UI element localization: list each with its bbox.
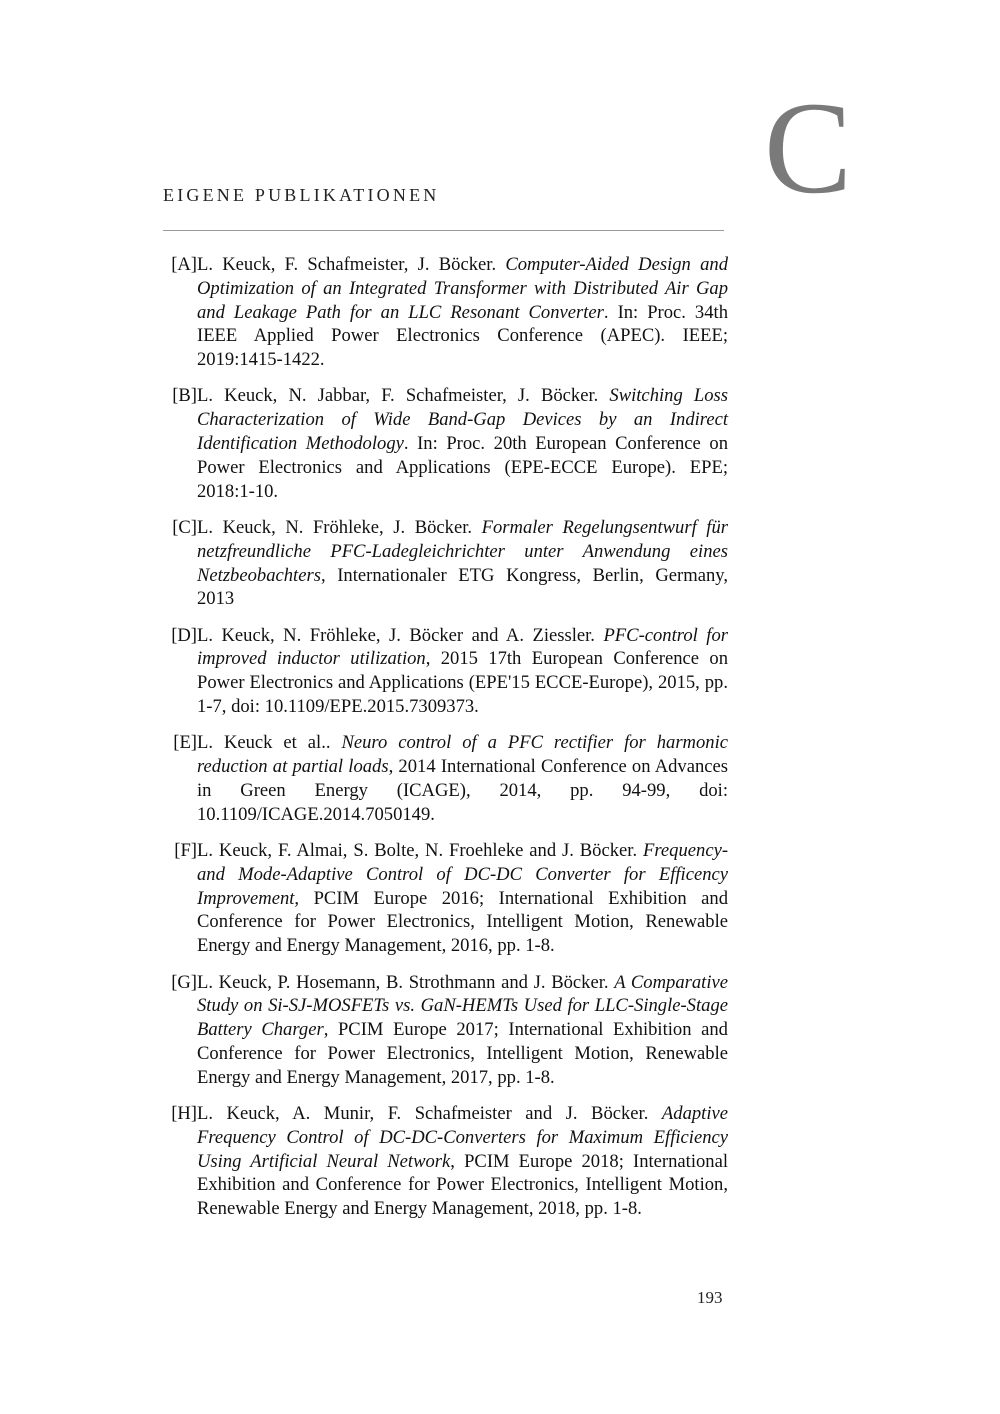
reference-title: Adaptive Frequency Control of DC-DC-Converters for Maximum Efficiency Using Artificial Neural Network bbox=[197, 1103, 729, 1172]
reference-title: Computer-Aided Design and Optimization of an Integrated Transformer with Distributed Air Gap and Leakage Path for an LLC Resonant Converter bbox=[197, 254, 728, 323]
reference-title: Formaler Regelungsentwurf für netzfreundliche PFC-Ladegleichrichter unter Anwendung eines Netzbeobachters bbox=[197, 516, 728, 586]
reference-body bbox=[197, 971, 728, 1090]
reference-body bbox=[197, 1102, 728, 1221]
reference-authors: L. Keuck, N. Fröhleke, J. Böcker. bbox=[197, 516, 473, 538]
reference-item bbox=[160, 1102, 728, 1221]
reference-authors: L. Keuck, F. Almai, S. Bolte, N. Froehleke and J. Böcker. bbox=[197, 840, 638, 862]
reference-item bbox=[160, 516, 728, 611]
reference-item bbox=[160, 384, 728, 503]
reference-details: . In: Proc. 34th IEEE Applied Power Electronics Conference (APEC). IEEE; 2019:1415-1422. bbox=[197, 301, 728, 371]
reference-label: [G] bbox=[171, 971, 197, 993]
reference-body bbox=[197, 516, 728, 611]
reference-authors: L. Keuck, P. Hosemann, B. Strothmann and J. Böcker. bbox=[197, 971, 609, 993]
reference-label: [C] bbox=[172, 516, 197, 538]
reference-item bbox=[160, 971, 728, 1090]
chapter-divider bbox=[163, 230, 724, 231]
reference-authors: L. Keuck, N. Jabbar, F. Schafmeister, J. Böcker. bbox=[197, 385, 599, 407]
reference-body bbox=[197, 731, 728, 826]
reference-authors: L. Keuck, A. Munir, F. Schafmeister and J. Böcker. bbox=[197, 1103, 649, 1124]
reference-body bbox=[197, 384, 728, 503]
reference-title: PFC-control for improved inductor utilization bbox=[197, 624, 728, 670]
reference-title: Neuro control of a PFC rectifier for harmonic reduction at partial loads bbox=[197, 732, 728, 778]
reference-details: , PCIM Europe 2018; International Exhibition and Conference for Power Electronics, Intelligent Motion, Renewable Energy and Energy Management, 2018, pp. 1-8. bbox=[197, 1150, 728, 1220]
reference-item bbox=[160, 624, 728, 719]
reference-label: [D] bbox=[171, 624, 197, 646]
reference-details: , PCIM Europe 2016; International Exhibition and Conference for Power Electronics, Intelligent Motion, Renewable Energy and Energy Management, 2016, pp. 1-8. bbox=[197, 887, 728, 957]
reference-label: [F] bbox=[174, 840, 197, 862]
chapter-title: EIGENE PUBLIKATIONEN bbox=[163, 185, 440, 205]
reference-label: [B] bbox=[172, 385, 197, 407]
page-number: 193 bbox=[697, 1288, 723, 1307]
reference-authors: L. Keuck et al.. bbox=[197, 732, 331, 754]
chapter-letter: C bbox=[764, 74, 853, 221]
reference-title: Frequency- and Mode-Adaptive Control of DC-DC Converter for Efficency Improvement bbox=[197, 840, 729, 909]
reference-item bbox=[160, 731, 728, 826]
reference-title: Switching Loss Characterization of Wide Band-Gap Devices by an Indirect Identification Methodology bbox=[197, 385, 728, 455]
reference-title: A Comparative Study on Si-SJ-MOSFETs vs. GaN-HEMTs Used for LLC-Single-Stage Battery Charger bbox=[197, 971, 728, 1041]
reference-details: , PCIM Europe 2017; International Exhibition and Conference for Power Electronics, Intelligent Motion, Renewable Energy and Energy Management, 2017, pp. 1-8. bbox=[197, 1019, 728, 1088]
reference-details: . In: Proc. 20th European Conference on Power Electronics and Applications (EPE-ECCE Europe). EPE; 2018:1-10. bbox=[197, 433, 728, 502]
reference-item bbox=[160, 253, 728, 372]
reference-details: , 2014 International Conference on Advances in Green Energy (ICAGE), 2014, pp. 94-99, doi: 10.1109/ICAGE.2014.7050149. bbox=[197, 756, 729, 825]
reference-authors: L. Keuck, F. Schafmeister, J. Böcker. bbox=[197, 254, 497, 275]
reference-list bbox=[160, 253, 728, 1233]
reference-item bbox=[160, 839, 728, 958]
reference-body bbox=[197, 624, 728, 719]
reference-label: [A] bbox=[171, 254, 197, 275]
reference-label: [E] bbox=[173, 732, 197, 754]
reference-body bbox=[197, 839, 728, 958]
reference-details: , 2015 17th European Conference on Power Electronics and Applications (EPE'15 ECCE-Europe), 2015, pp. 1-7, doi: 10.1109/EPE.2015.7309373. bbox=[197, 648, 728, 718]
reference-details: , Internationaler ETG Kongress, Berlin, Germany, 2013 bbox=[197, 564, 728, 610]
reference-body bbox=[197, 253, 728, 372]
reference-authors: L. Keuck, N. Fröhleke, J. Böcker and A. Ziessler. bbox=[197, 624, 595, 646]
reference-label: [H] bbox=[171, 1103, 197, 1124]
